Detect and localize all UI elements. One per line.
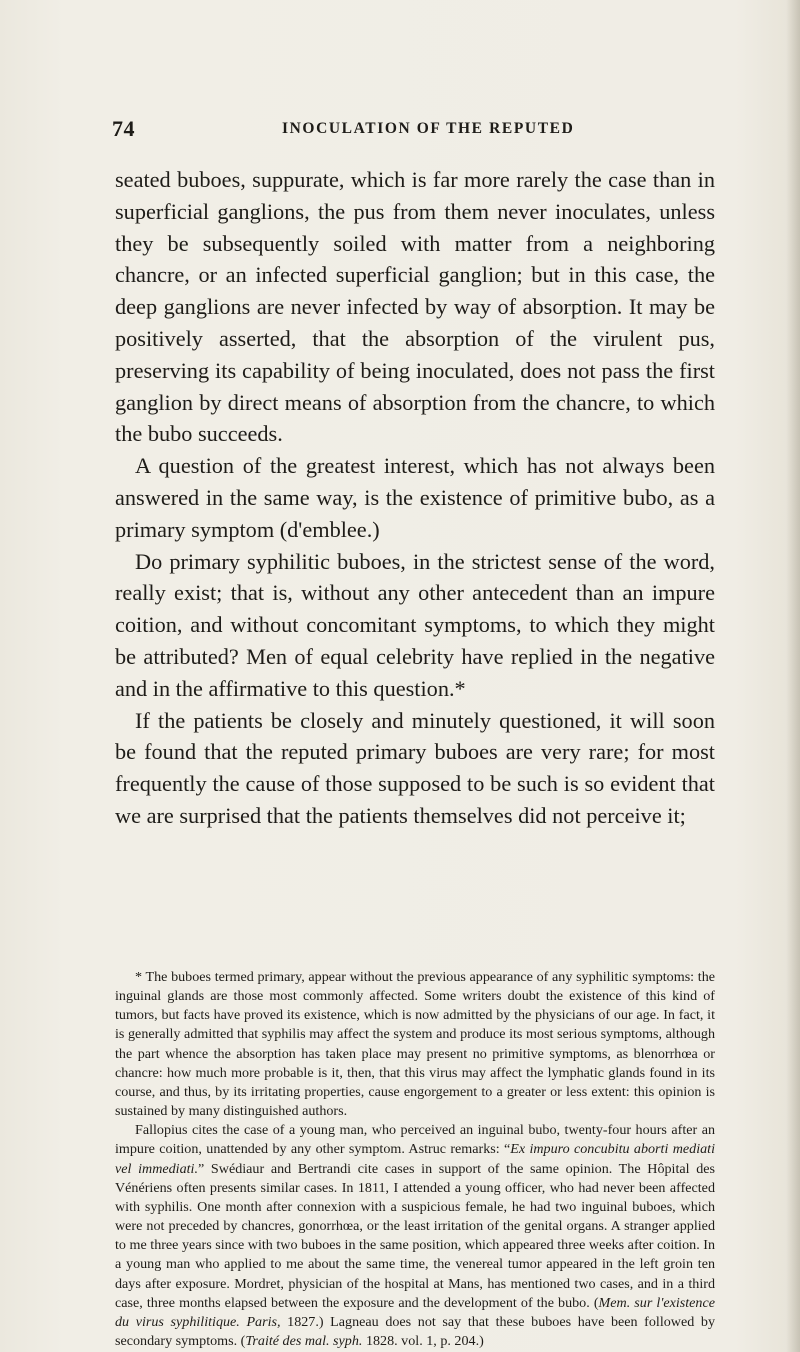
footnote-text: 1828. vol. 1, p. 204.) xyxy=(362,1332,484,1349)
paragraph: A question of the greatest interest, which has not always been answered in the same way, is the existence of primitive bubo, as a primary symptom (d'emblee.) xyxy=(115,453,715,542)
main-text xyxy=(115,164,715,832)
citation-title: Mem. sur l'existence du virus syphilitique. Paris, xyxy=(115,1294,715,1330)
footnote-text: Fallopius cites the case of a young man, who perceived an inguinal bubo, twenty-four hours after an impure coition, unattended by any other symptom. Astruc remarks: “ xyxy=(115,1122,715,1158)
latin-quote: Ex impuro concubitu aborti mediati vel immediati. xyxy=(115,1141,715,1177)
citation-title: Traité des mal. syph. xyxy=(245,1332,363,1349)
page-edge-shadow xyxy=(786,0,800,1352)
page-header xyxy=(112,116,712,142)
paragraph: seated buboes, suppurate, which is far more rarely the case than in superficial ganglions, the pus from them never inoculates, unless they be subsequently soiled with matter from a neighboring chancre, or an infected superficial ganglion; but in this case, the deep ganglions are never infected by way of absorption. It may be positively asserted, that the absorption of the virulent pus, preserving its capability of being inoculated, does not pass the first ganglion by direct means of absorption from the chancre, to which the bubo succeeds. xyxy=(115,167,715,447)
footnote-text: ” Swédiaur and Bertrandi cite cases in support of the same opinion. The Hôpital des Vénériens often presents similar cases. In 1811, I attended a young officer, who had never been affected with syphilis. One month after connexion with a suspicious female, he had two inguinal buboes, which were not preceded by chancres, gonorrhœa, or the least irritation of the genital organs. A stranger applied to me three years since with two buboes in the same position, which appeared three weeks after coition. In a young man who applied to me about the same time, the venereal tumor appeared in the left groin ten days after exposure. Mordret, physician of the hospital at Mans, has mentioned two cases, and in a third case, three months elapsed between the exposure and the development of the bubo. ( xyxy=(115,1160,716,1311)
page-number: 74 xyxy=(112,116,135,141)
paragraph: If the patients be closely and minutely questioned, it will soon be found that the reputed primary buboes are very rare; for most frequently the cause of those supposed to be such is so evident that we are surprised that the patients themselves did not perceive it; xyxy=(115,707,715,828)
paragraph: Do primary syphilitic buboes, in the strictest sense of the word, really exist; that is, without any other antecedent than an impure coition, and without concomitant symptoms, to which they might be attributed? Men of equal celebrity have replied in the negative and in the affirmative to this question.* xyxy=(115,548,715,701)
footnote-text: 1827.) Lagneau does not say that these buboes have been followed by secondary symptoms. ( xyxy=(115,1313,715,1349)
footnote: * The buboes termed primary, appear without the previous appearance of any syphilitic symptoms: the inguinal glands are those most commonly affected. Some writers doubt the existence of this kind of tumors, but facts have proved its existence, which is now admitted by the physicians of our age. In fact, it is generally admitted that syphilis may affect the system and produce its most serious symptoms, although the part whence the absorption has taken place may present no primitive symptoms, as blenorrhœa or chancre: how much more probable is it, then, that this virus may affect the lymphatic glands found in its course, and thus, by its irritating properties, cause engorgement to a greater or less extent: this opinion is sustained by many distinguished authors. xyxy=(115,969,715,1120)
running-head: INOCULATION OF THE REPUTED xyxy=(282,120,575,137)
footnote xyxy=(115,1121,715,1351)
footnote-block xyxy=(115,968,715,1351)
